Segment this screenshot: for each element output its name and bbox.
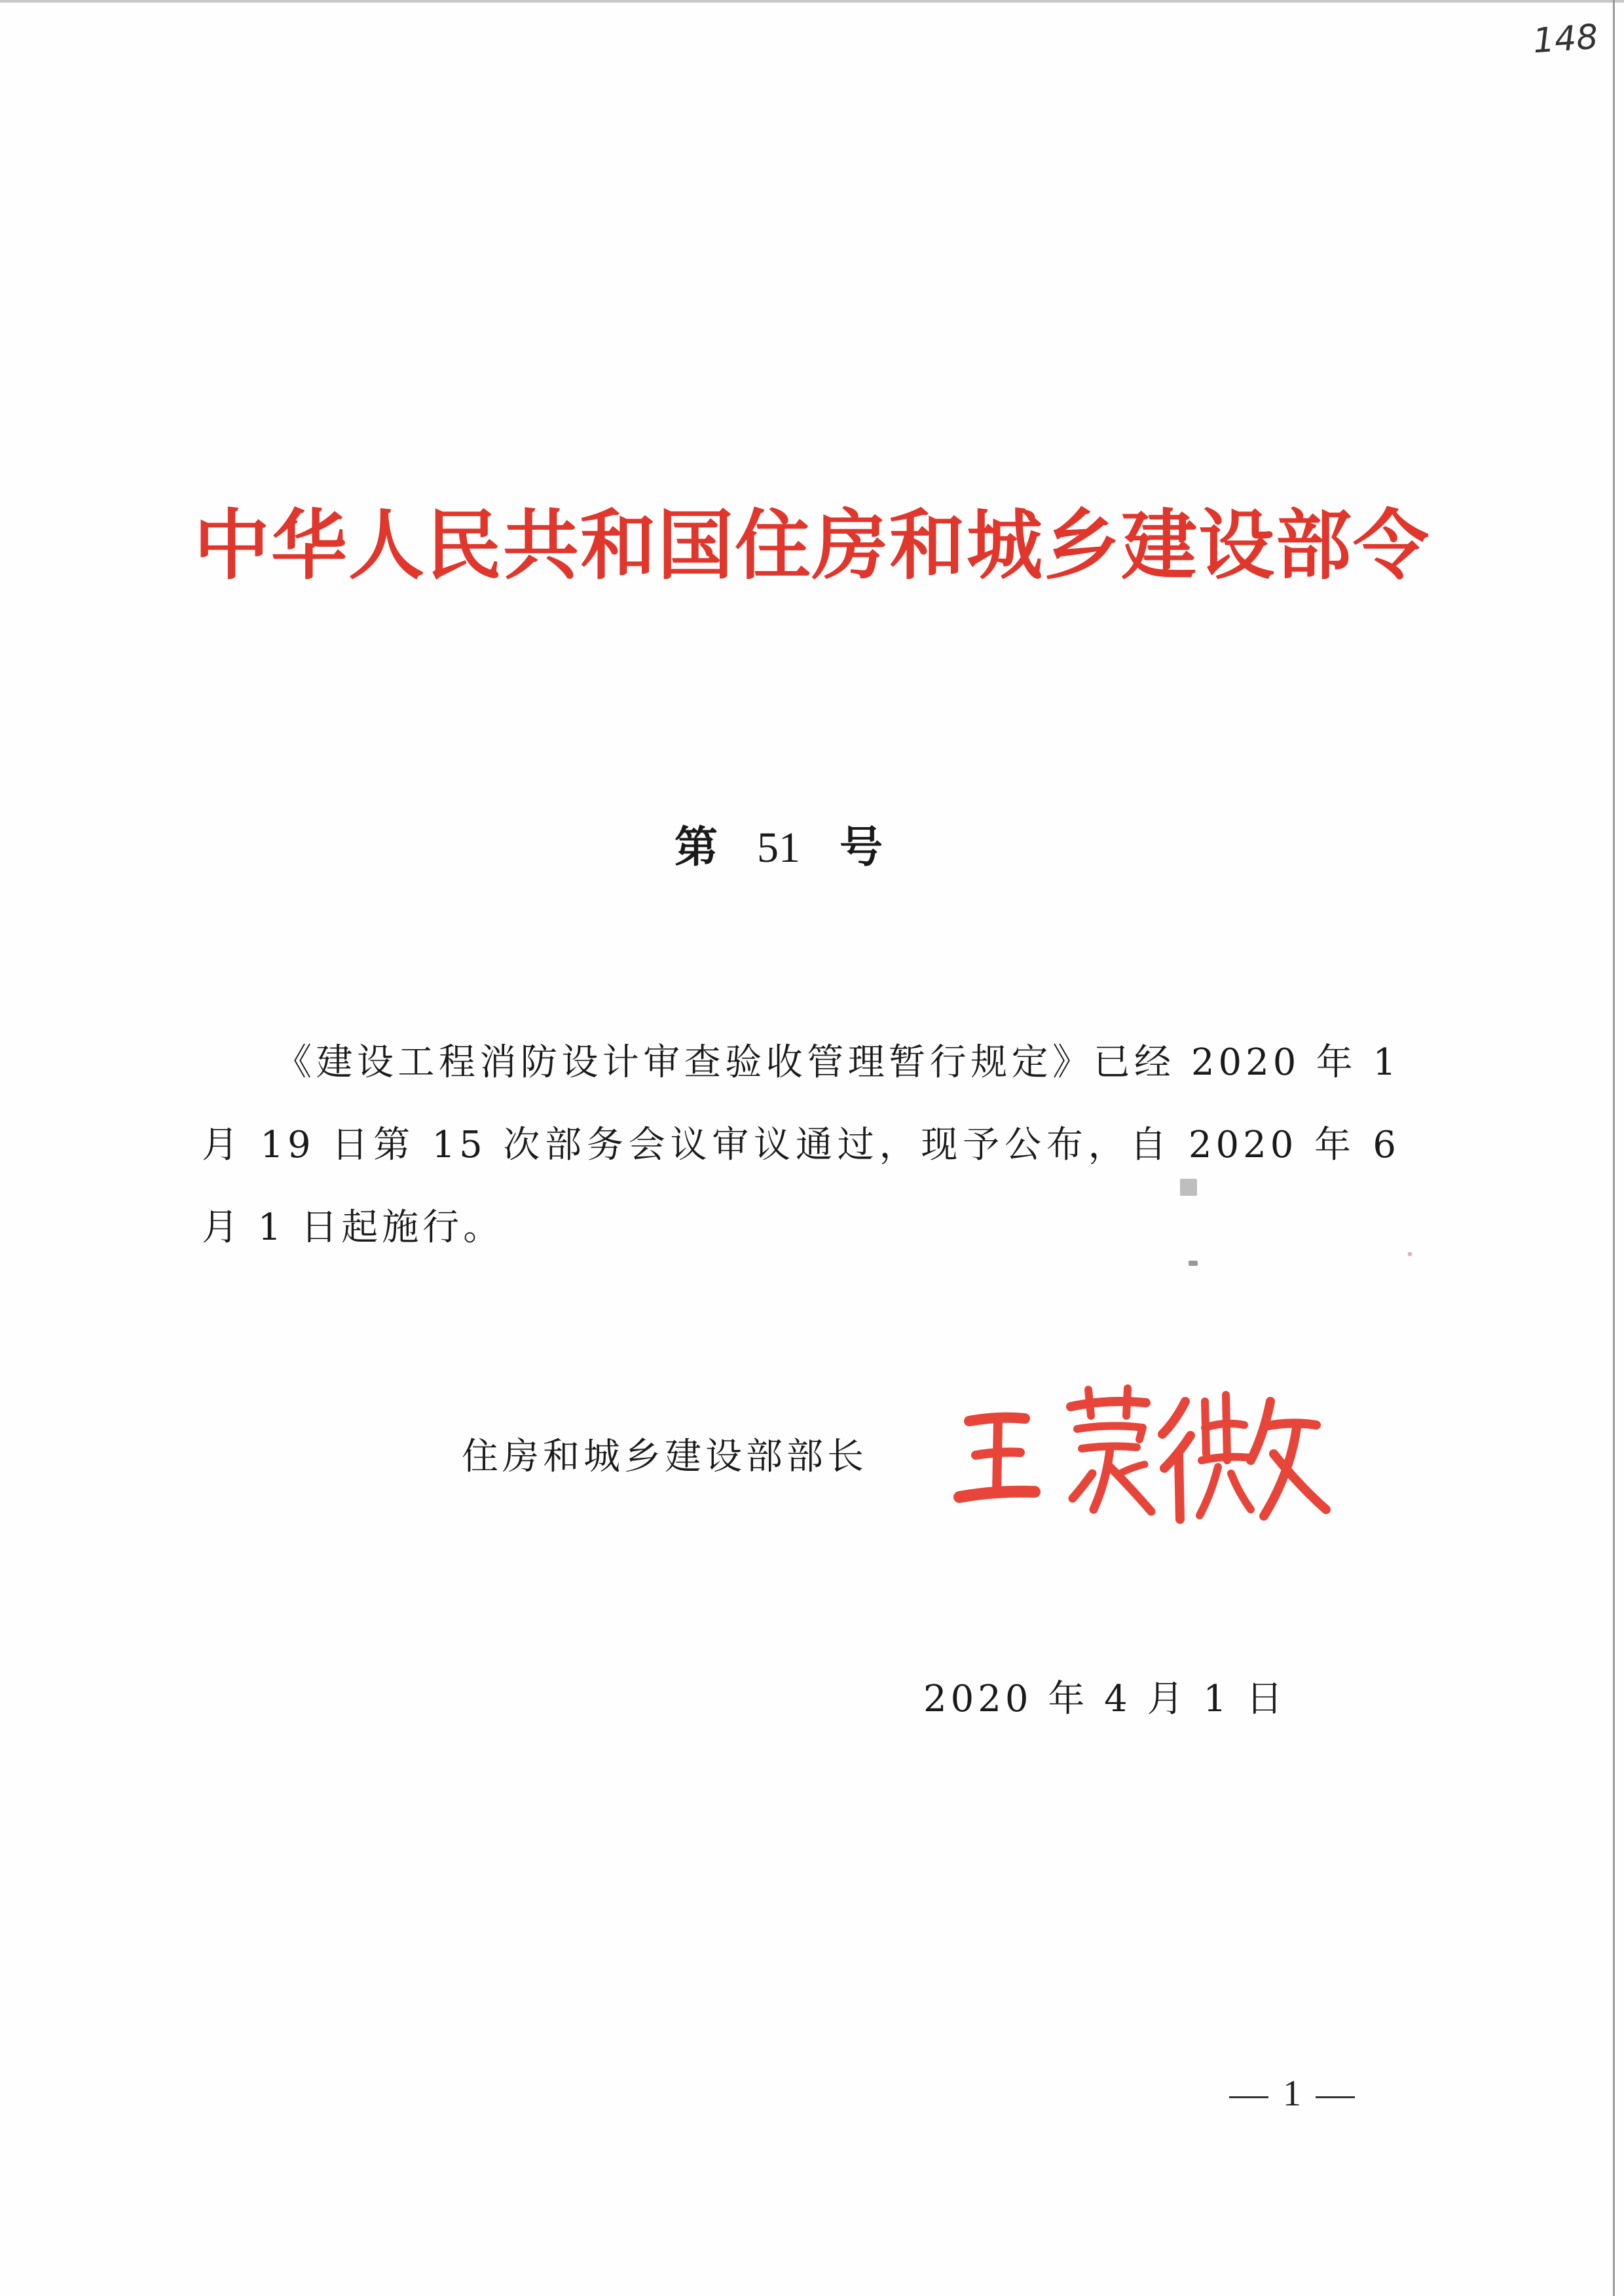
document-title: 中华人民共和国住房和城乡建设部令 — [194, 501, 1430, 590]
page-number-value: 1 — [1283, 2073, 1301, 2114]
scan-speck — [1180, 1179, 1197, 1196]
issue-date: 2020 年 4 月 1 日 — [923, 1678, 1287, 1720]
order-number-value: 51 — [757, 824, 800, 872]
order-suffix: 号 — [840, 822, 883, 872]
signer-title: 住房和城乡建设部部长 — [462, 1435, 868, 1478]
page-number-dash-right — [1316, 2096, 1355, 2098]
handwritten-page-mark: 148 — [1531, 17, 1599, 62]
body-paragraph: 《建设工程消防设计审查验收管理暂行规定》已经 2020 年 1 月 19 日第 15 次部务会议审议通过，现予公布，自 2020 年 6 月 1 日起施行。 — [202, 1041, 1400, 1249]
order-prefix: 第 — [674, 822, 718, 872]
order-number — [674, 812, 883, 874]
page-number-dash-left — [1229, 2096, 1268, 2098]
handwritten-signature — [943, 1375, 1336, 1532]
scan-speck — [1189, 1261, 1198, 1266]
scan-right-edge — [1613, 0, 1615, 2296]
scan-speck — [1408, 1252, 1412, 1256]
page-number — [1215, 2073, 1369, 2115]
scan-top-edge — [0, 0, 1624, 3]
